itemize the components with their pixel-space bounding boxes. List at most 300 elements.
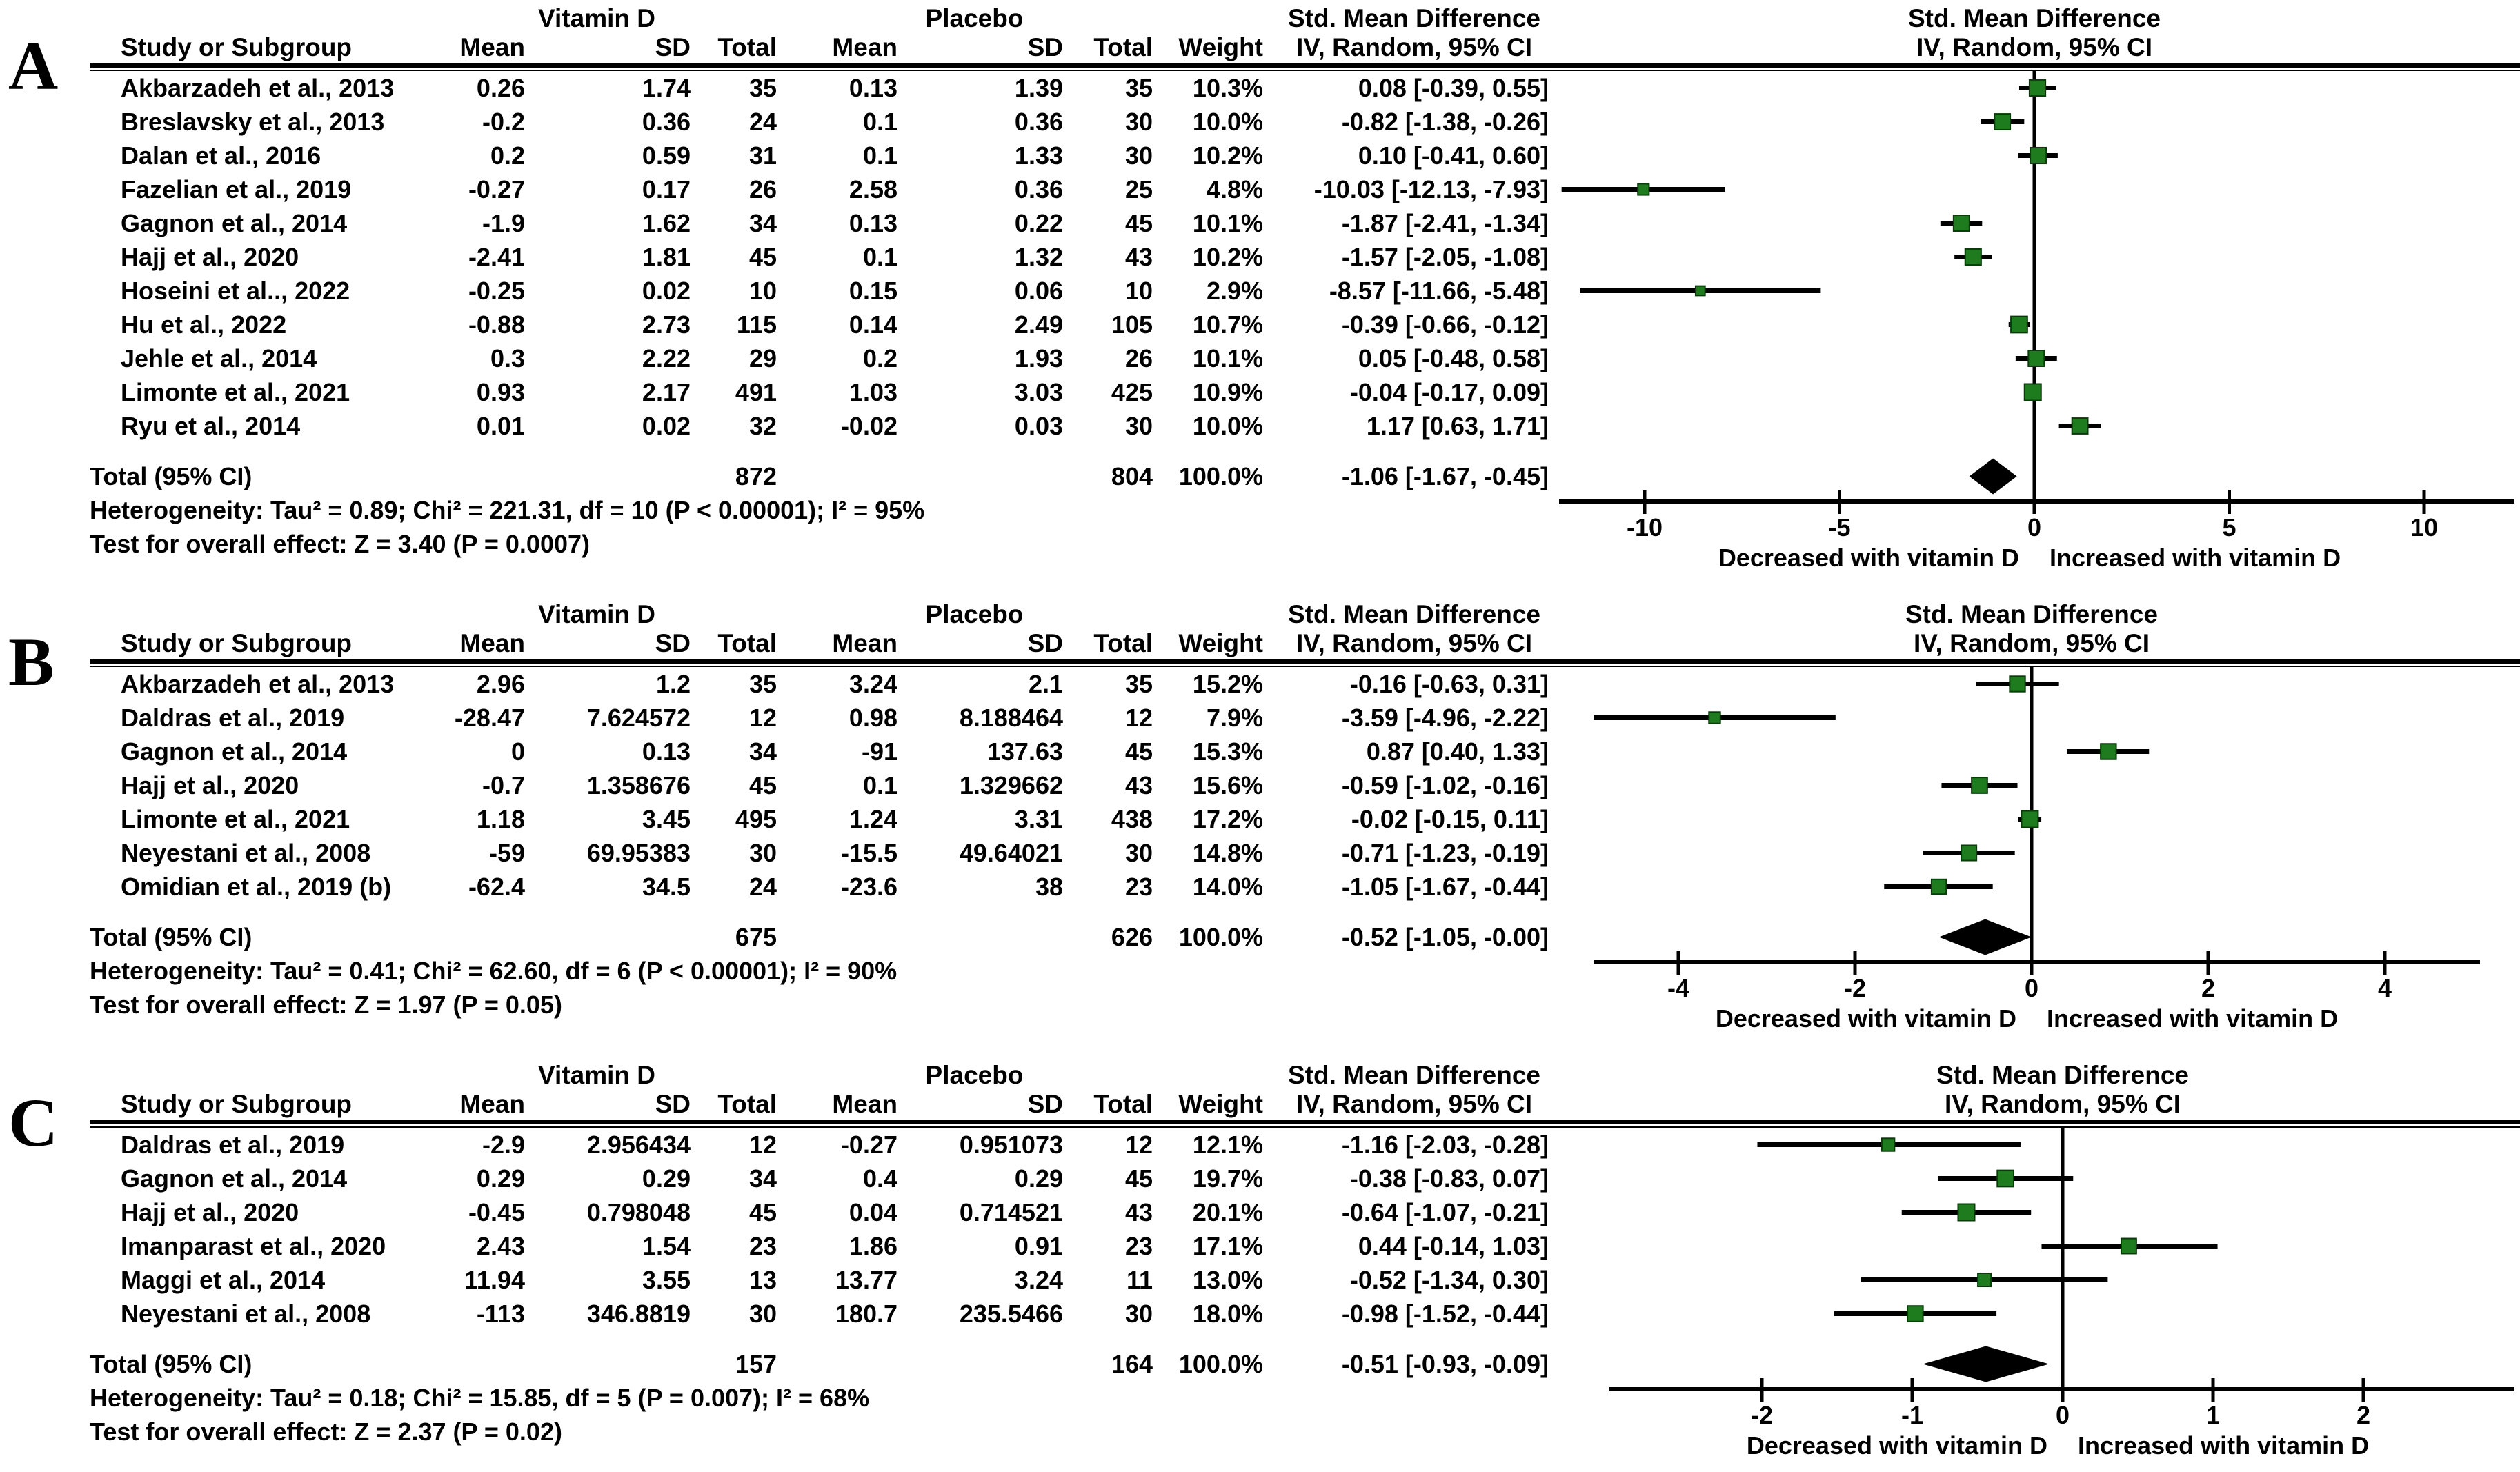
cell-sd-treatment: 346.8819 (586, 1300, 691, 1328)
table-row (90, 870, 1556, 904)
overall-effect-line: Test for overall effect: Z = 2.37 (P = 0.02) (90, 1418, 562, 1446)
cell-sd-placebo: 1.33 (1014, 141, 1063, 170)
column-header-weight: Weight (1178, 629, 1263, 657)
cell-sd-placebo: 137.63 (986, 737, 1063, 766)
cell-ci-text: 0.05 [-0.48, 0.58] (1358, 344, 1549, 372)
spacer (90, 904, 1556, 920)
total-diamond (1970, 459, 2017, 495)
cell-ci-text: -0.59 [-1.02, -0.16] (1341, 771, 1549, 799)
cell-sd-placebo: 2.49 (1014, 310, 1063, 339)
empty (535, 920, 700, 954)
ci-marker-9 (2016, 350, 2057, 366)
cell-sd-placebo: 0.03 (1014, 412, 1063, 440)
total-label: Total (95% CI) (90, 923, 252, 951)
cell-mean-placebo: -91 (861, 737, 897, 766)
study-name: Hajj et al., 2020 (121, 1198, 299, 1226)
cell-total-placebo: 23 (1124, 873, 1153, 901)
cell-weight: 15.3% (1192, 737, 1263, 766)
column-header-weight: Weight (1178, 1090, 1263, 1118)
cell-mean-placebo: 0.98 (849, 704, 897, 732)
panel-body (90, 1128, 2520, 1467)
ci-marker-4 (2041, 1239, 2217, 1254)
cell-sd-treatment: 1.81 (642, 243, 691, 271)
table-header (90, 600, 1556, 658)
panel-body (90, 71, 2520, 579)
cell-ci-text: -1.57 [-2.05, -1.08] (1341, 243, 1549, 271)
axis-tick-label: -4 (1667, 974, 1690, 1002)
empty (535, 459, 700, 493)
cell-total-placebo: 26 (1124, 344, 1153, 372)
study-name: Dalan et al., 2016 (121, 141, 321, 170)
table-row (90, 105, 1556, 139)
axis-caption-left: Decreased with vitamin D (1715, 1004, 2016, 1033)
study-name: Akbarzadeh et al., 2013 (121, 74, 395, 102)
study-name: Akbarzadeh et al., 2013 (121, 670, 395, 698)
total-weight: 100.0% (1178, 923, 1263, 951)
cell-total-placebo: 23 (1124, 1232, 1153, 1260)
plot-header-method: IV, Random, 95% CI (1916, 33, 2152, 61)
cell-mean-treatment: -0.7 (482, 771, 525, 799)
cell-sd-treatment: 3.45 (642, 805, 691, 833)
plot-header (1552, 4, 2517, 62)
axis-caption-left: Decreased with vitamin D (1718, 544, 2019, 572)
cell-weight: 14.8% (1192, 839, 1263, 867)
group-header-placebo: Placebo (925, 1061, 1024, 1089)
panel-header (90, 1061, 2520, 1119)
panel-label-c: C (8, 1084, 59, 1161)
total-n-treatment: 675 (735, 923, 777, 951)
spacer (90, 1331, 1556, 1347)
study-name: Fazelian et al., 2019 (121, 175, 352, 203)
ci-marker-6 (1954, 249, 1992, 265)
cell-total-treatment: 12 (748, 704, 777, 732)
total-diamond (1923, 1346, 2049, 1382)
cell-mean-treatment: 0.01 (476, 412, 525, 440)
forest-plot-svg-c (1556, 1128, 2520, 1464)
cell-total-treatment: 31 (748, 141, 777, 170)
cell-sd-treatment: 0.59 (642, 141, 691, 170)
cell-ci-text: 0.08 [-0.39, 0.55] (1358, 74, 1549, 102)
cell-sd-placebo: 1.32 (1014, 243, 1063, 271)
cell-ci-text: -1.87 [-2.41, -1.34] (1341, 209, 1549, 237)
table-header (90, 1061, 1556, 1119)
column-header-mean-1: Mean (459, 629, 525, 657)
cell-mean-placebo: 0.13 (849, 209, 897, 237)
ci-marker-1 (1976, 676, 2058, 691)
table-header-groups (90, 600, 1556, 629)
table-row (90, 172, 1556, 206)
axis-tick-label: -5 (1828, 513, 1851, 541)
cell-sd-placebo: 1.93 (1014, 344, 1063, 372)
cell-mean-placebo: 180.7 (835, 1300, 897, 1328)
cell-ci-text: -10.03 [-12.13, -7.93] (1313, 175, 1549, 203)
cell-sd-treatment: 0.02 (642, 412, 691, 440)
total-n-treatment: 872 (735, 462, 777, 490)
study-name: Omidian et al., 2019 (b) (121, 873, 392, 901)
cell-weight: 10.0% (1192, 412, 1263, 440)
cell-weight: 17.1% (1192, 1232, 1263, 1260)
column-header-mean-1: Mean (459, 1090, 525, 1118)
cell-ci-text: 0.87 [0.40, 1.33] (1366, 737, 1549, 766)
cell-weight: 17.2% (1192, 805, 1263, 833)
ci-marker-11 (2059, 418, 2101, 434)
cell-sd-treatment: 1.2 (655, 670, 691, 698)
study-name: Ryu et al., 2014 (121, 412, 301, 440)
cell-sd-treatment: 0.36 (642, 108, 691, 136)
cell-mean-treatment: 0.3 (490, 344, 525, 372)
total-ci-text: -0.52 [-1.05, -0.00] (1341, 923, 1549, 951)
panel-label-b: B (8, 624, 54, 700)
cell-ci-text: -0.52 [-1.34, 0.30] (1349, 1266, 1549, 1294)
cell-mean-placebo: 3.24 (849, 670, 897, 698)
panel-c (0, 1061, 2520, 1467)
ci-marker-8 (2009, 317, 2030, 333)
total-ci-text: -1.06 [-1.67, -0.45] (1341, 462, 1549, 490)
table-row (90, 206, 1556, 240)
cell-mean-placebo: 0.14 (849, 310, 897, 339)
empty (786, 1347, 907, 1381)
cell-mean-placebo: 1.03 (849, 378, 897, 406)
cell-total-treatment: 12 (748, 1131, 777, 1159)
cell-total-placebo: 45 (1124, 1164, 1153, 1193)
cell-weight: 10.2% (1192, 243, 1263, 271)
cell-sd-placebo: 0.91 (1014, 1232, 1063, 1260)
heterogeneity-line: Heterogeneity: Tau² = 0.41; Chi² = 62.60, df = 6 (P < 0.00001); I² = 90% (90, 957, 897, 985)
study-name: Daldras et al., 2019 (121, 704, 345, 732)
cell-ci-text: 0.44 [-0.14, 1.03] (1358, 1232, 1549, 1260)
cell-sd-placebo: 38 (1035, 873, 1063, 901)
panel-body (90, 667, 2520, 1040)
cell-mean-treatment: 1.18 (476, 805, 525, 833)
cell-total-treatment: 45 (748, 1198, 777, 1226)
cell-sd-treatment: 2.17 (642, 378, 691, 406)
study-name: Neyestani et al., 2008 (121, 839, 371, 867)
cell-mean-treatment: -59 (488, 839, 525, 867)
table-header-groups (90, 1061, 1556, 1090)
ci-marker-3 (2067, 744, 2149, 759)
column-header-study: Study or Subgroup (121, 33, 353, 61)
group-header-vitamin-d: Vitamin D (538, 1061, 655, 1089)
cell-mean-treatment: -2.9 (482, 1131, 525, 1159)
cell-sd-placebo: 49.64021 (959, 839, 1063, 867)
cell-mean-treatment: 0.26 (476, 74, 525, 102)
cell-total-treatment: 34 (748, 737, 777, 766)
total-row (90, 920, 1556, 954)
ci-marker-7 (1884, 879, 1992, 894)
cell-mean-placebo: 0.13 (849, 74, 897, 102)
ci-marker-1 (1757, 1138, 2021, 1151)
cell-total-treatment: 32 (748, 412, 777, 440)
table-header-columns (90, 629, 1556, 658)
cell-mean-placebo: -0.02 (840, 412, 897, 440)
cell-total-treatment: 23 (748, 1232, 777, 1260)
cell-total-treatment: 13 (748, 1266, 777, 1294)
cell-total-treatment: 45 (748, 771, 777, 799)
cell-ci-text: -0.38 [-0.83, 0.07] (1349, 1164, 1549, 1193)
axis-tick-label: 2 (2356, 1401, 2371, 1429)
cell-mean-treatment: -0.2 (482, 108, 525, 136)
total-n-placebo: 164 (1111, 1350, 1153, 1378)
cell-sd-treatment: 69.95383 (586, 839, 691, 867)
cell-sd-placebo: 2.1 (1028, 670, 1063, 698)
axis-caption-right: Increased with vitamin D (2050, 544, 2341, 572)
total-label: Total (95% CI) (90, 462, 252, 490)
cell-sd-placebo: 3.03 (1014, 378, 1063, 406)
cell-total-placebo: 45 (1124, 209, 1153, 237)
cell-ci-text: -0.64 [-1.07, -0.21] (1341, 1198, 1549, 1226)
cell-mean-placebo: 13.77 (835, 1266, 897, 1294)
cell-ci-text: -1.16 [-2.03, -0.28] (1341, 1131, 1549, 1159)
cell-total-placebo: 30 (1124, 412, 1153, 440)
cell-sd-placebo: 0.06 (1014, 277, 1063, 305)
cell-ci-text: -0.02 [-0.15, 0.11] (1351, 805, 1549, 833)
empty (907, 920, 1073, 954)
cell-sd-treatment: 2.956434 (586, 1131, 691, 1159)
cell-sd-placebo: 8.188464 (959, 704, 1063, 732)
group-header-vitamin-d: Vitamin D (538, 600, 655, 628)
study-name: Limonte et al., 2021 (121, 378, 350, 406)
ci-marker-7 (1580, 286, 1820, 296)
cell-ci-text: 0.10 [-0.41, 0.60] (1358, 141, 1549, 170)
ci-marker-4 (1562, 183, 1725, 195)
study-name: Hoseini et al.., 2022 (121, 277, 350, 305)
ci-marker-5 (2018, 811, 2041, 828)
cell-total-treatment: 45 (748, 243, 777, 271)
ci-marker-10 (2025, 384, 2041, 401)
forest-plot (1556, 71, 2520, 579)
header-rule (90, 659, 2520, 667)
column-header-ci-method: IV, Random, 95% CI (1296, 629, 1532, 657)
heterogeneity-line: Heterogeneity: Tau² = 0.89; Chi² = 221.31, df = 10 (P < 0.00001); I² = 95% (90, 496, 925, 524)
table-row (90, 701, 1556, 735)
empty (786, 920, 907, 954)
column-header-weight: Weight (1178, 33, 1263, 61)
cell-total-treatment: 115 (736, 310, 777, 339)
cell-mean-treatment: -0.25 (468, 277, 525, 305)
cell-mean-treatment: 0 (510, 737, 525, 766)
cell-total-placebo: 105 (1111, 310, 1153, 339)
cell-mean-placebo: 0.15 (849, 277, 897, 305)
cell-mean-placebo: 2.58 (849, 175, 897, 203)
axis-tick-label: 1 (2205, 1401, 2221, 1429)
study-name: Limonte et al., 2021 (121, 805, 350, 833)
cell-sd-placebo: 0.36 (1014, 175, 1063, 203)
cell-weight: 10.1% (1192, 209, 1263, 237)
cell-ci-text: -0.98 [-1.52, -0.44] (1341, 1300, 1549, 1328)
cell-total-treatment: 35 (748, 670, 777, 698)
cell-sd-treatment: 1.62 (642, 209, 691, 237)
cell-sd-placebo: 1.329662 (959, 771, 1063, 799)
ci-marker-4 (1941, 777, 2017, 793)
axis-tick-label: 0 (2024, 974, 2039, 1002)
table-row (90, 1162, 1556, 1195)
cell-mean-treatment: 0.29 (476, 1164, 525, 1193)
total-weight: 100.0% (1178, 1350, 1263, 1378)
study-name: Gagnon et al., 2014 (121, 737, 348, 766)
panel-b (0, 600, 2520, 1040)
table-row (90, 1128, 1556, 1162)
cell-total-treatment: 30 (748, 1300, 777, 1328)
overall-effect-line: Test for overall effect: Z = 1.97 (P = 0.05) (90, 991, 562, 1019)
cell-sd-placebo: 3.31 (1014, 805, 1063, 833)
column-header-mean-2: Mean (832, 33, 897, 61)
cell-sd-treatment: 0.798048 (586, 1198, 691, 1226)
ci-marker-3 (2018, 148, 2058, 163)
cell-mean-placebo: 0.1 (862, 771, 897, 799)
cell-total-placebo: 438 (1111, 805, 1153, 833)
column-header-total-1: Total (717, 1090, 777, 1118)
axis-caption-right: Increased with vitamin D (2078, 1431, 2370, 1460)
table-row (90, 274, 1556, 308)
cell-mean-treatment: 0.2 (490, 141, 525, 170)
study-table (90, 1128, 1556, 1467)
cell-ci-text: -0.82 [-1.38, -0.26] (1341, 108, 1549, 136)
empty (535, 1347, 700, 1381)
cell-total-placebo: 35 (1124, 670, 1153, 698)
cell-mean-treatment: -2.41 (468, 243, 525, 271)
column-header-smd: Std. Mean Difference (1288, 600, 1540, 628)
heterogeneity-line: Heterogeneity: Tau² = 0.18; Chi² = 15.85, df = 5 (P = 0.007); I² = 68% (90, 1384, 870, 1412)
study-name: Neyestani et al., 2008 (121, 1300, 371, 1328)
axis-caption-left: Decreased with vitamin D (1746, 1431, 2047, 1460)
cell-mean-placebo: 0.1 (862, 243, 897, 271)
study-name: Imanparast et al., 2020 (121, 1232, 386, 1260)
total-n-placebo: 626 (1111, 923, 1153, 951)
ci-marker-6 (1923, 845, 2015, 860)
total-diamond (1939, 919, 2032, 955)
cell-total-placebo: 43 (1124, 243, 1153, 271)
cell-sd-treatment: 1.74 (642, 74, 691, 102)
ci-marker-2 (1594, 712, 1836, 723)
cell-mean-treatment: 11.94 (464, 1266, 525, 1294)
cell-weight: 7.9% (1206, 704, 1263, 732)
table-row (90, 308, 1556, 341)
column-header-mean-2: Mean (832, 629, 897, 657)
column-header-study: Study or Subgroup (121, 629, 353, 657)
cell-weight: 12.1% (1192, 1131, 1263, 1159)
axis-tick-label: 0 (2055, 1401, 2070, 1429)
panel-a (0, 4, 2520, 579)
study-name: Gagnon et al., 2014 (121, 1164, 348, 1193)
total-n-placebo: 804 (1111, 462, 1153, 490)
cell-total-treatment: 26 (748, 175, 777, 203)
column-header-total-1: Total (717, 33, 777, 61)
cell-weight: 10.0% (1192, 108, 1263, 136)
group-header-vitamin-d: Vitamin D (538, 4, 655, 32)
column-header-sd-2: SD (1027, 33, 1063, 61)
overall-effect-line: Test for overall effect: Z = 3.40 (P = 0.0007) (90, 530, 590, 558)
cell-total-treatment: 35 (748, 74, 777, 102)
cell-total-placebo: 11 (1126, 1266, 1153, 1294)
column-header-sd-2: SD (1027, 629, 1063, 657)
forest-plot (1556, 1128, 2520, 1467)
column-header-study: Study or Subgroup (121, 1090, 353, 1118)
cell-sd-treatment: 2.73 (642, 310, 691, 339)
forest-plot-svg-b (1556, 667, 2520, 1037)
axis-tick-label: 4 (2377, 974, 2392, 1002)
column-header-total-2: Total (1093, 33, 1153, 61)
study-table (90, 667, 1556, 1040)
cell-mean-placebo: -15.5 (840, 839, 897, 867)
cell-weight: 14.0% (1192, 873, 1263, 901)
cell-weight: 20.1% (1192, 1198, 1263, 1226)
header-rule (90, 1120, 2520, 1128)
study-name: Daldras et al., 2019 (121, 1131, 345, 1159)
cell-ci-text: -3.59 [-4.96, -2.22] (1341, 704, 1549, 732)
study-table (90, 71, 1556, 579)
cell-sd-placebo: 0.714521 (959, 1198, 1063, 1226)
cell-mean-treatment: -0.45 (468, 1198, 525, 1226)
table-header (90, 4, 1556, 62)
cell-total-placebo: 425 (1111, 378, 1153, 406)
empty (407, 459, 535, 493)
plot-header-method: IV, Random, 95% CI (1913, 629, 2150, 657)
ci-marker-1 (2019, 80, 2056, 96)
cell-total-treatment: 24 (748, 873, 777, 901)
cell-total-treatment: 29 (748, 344, 777, 372)
cell-ci-text: -0.16 [-0.63, 0.31] (1349, 670, 1549, 698)
cell-mean-placebo: -0.27 (840, 1131, 897, 1159)
axis-tick-label: -2 (1843, 974, 1867, 1002)
axis-tick-label: -1 (1901, 1401, 1924, 1429)
cell-sd-placebo: 0.951073 (959, 1131, 1063, 1159)
spacer (90, 443, 1556, 459)
group-header-placebo: Placebo (925, 4, 1024, 32)
study-name: Maggi et al., 2014 (121, 1266, 326, 1294)
cell-sd-placebo: 0.22 (1014, 209, 1063, 237)
cell-total-placebo: 30 (1124, 1300, 1153, 1328)
plot-header-method: IV, Random, 95% CI (1944, 1090, 2181, 1118)
study-name: Breslavsky et al., 2013 (121, 108, 385, 136)
empty (407, 920, 535, 954)
study-name: Jehle et al., 2014 (121, 344, 317, 372)
ci-marker-5 (1941, 215, 1982, 231)
cell-total-placebo: 25 (1124, 175, 1153, 203)
axis-tick-label: -10 (1626, 513, 1663, 541)
cell-mean-treatment: -0.88 (468, 310, 525, 339)
panel-header (90, 4, 2520, 62)
cell-ci-text: -1.05 [-1.67, -0.44] (1341, 873, 1549, 901)
column-header-sd-1: SD (655, 33, 691, 61)
axis-caption-right: Increased with vitamin D (2047, 1004, 2339, 1033)
column-header-ci-method: IV, Random, 95% CI (1296, 1090, 1532, 1118)
cell-weight: 10.3% (1192, 74, 1263, 102)
cell-total-placebo: 35 (1124, 74, 1153, 102)
cell-sd-placebo: 235.5466 (959, 1300, 1063, 1328)
table-row (90, 1263, 1556, 1297)
total-n-treatment: 157 (735, 1350, 777, 1378)
cell-total-placebo: 10 (1124, 277, 1153, 305)
cell-weight: 15.6% (1192, 771, 1263, 799)
cell-total-placebo: 45 (1124, 737, 1153, 766)
cell-mean-placebo: 0.1 (862, 108, 897, 136)
cell-mean-placebo: 0.1 (862, 141, 897, 170)
cell-total-treatment: 495 (735, 805, 777, 833)
cell-sd-treatment: 2.22 (642, 344, 691, 372)
cell-weight: 10.7% (1192, 310, 1263, 339)
cell-sd-placebo: 0.36 (1014, 108, 1063, 136)
ci-marker-6 (1834, 1306, 1996, 1322)
cell-sd-treatment: 1.54 (642, 1232, 691, 1260)
plot-header (1580, 1061, 2520, 1119)
table-row (90, 1229, 1556, 1263)
empty (407, 1347, 535, 1381)
table-row (90, 240, 1556, 274)
cell-mean-placebo: -23.6 (840, 873, 897, 901)
cell-mean-placebo: 1.86 (849, 1232, 897, 1260)
table-row (90, 71, 1556, 105)
cell-weight: 10.9% (1192, 378, 1263, 406)
